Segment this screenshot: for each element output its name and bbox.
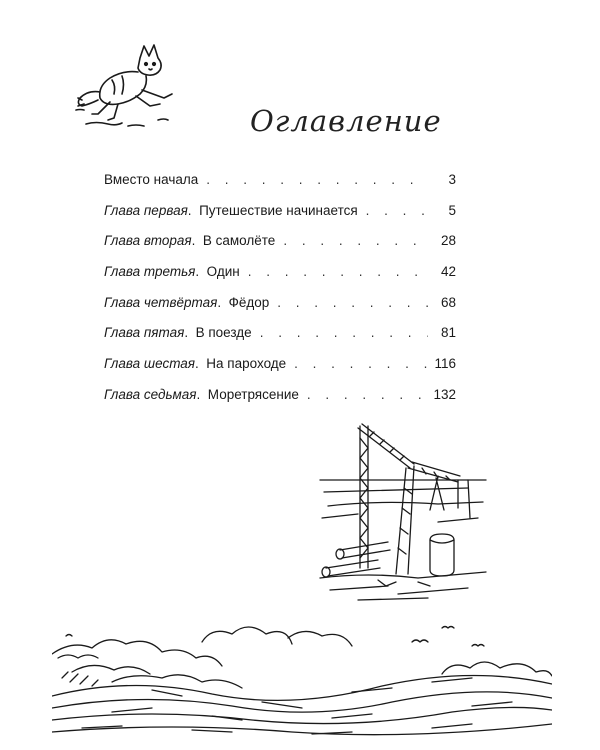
toc-separator: . <box>217 294 229 310</box>
toc-leader-dots <box>206 172 428 187</box>
toc-chapter-number: Глава пятая <box>104 325 185 341</box>
toc-separator: . <box>195 264 207 280</box>
toc-chapter-number: Глава шестая <box>104 356 196 372</box>
toc-entry-label <box>104 264 240 279</box>
toc-leader-dots <box>294 356 428 371</box>
toc-entry-label <box>104 356 286 371</box>
toc-chapter-title: На пароходе <box>206 356 287 372</box>
toc-chapter-number: Глава седьмая <box>104 386 197 402</box>
toc-entry-label <box>104 203 358 218</box>
toc-leader-dots <box>283 233 428 248</box>
toc-entry-label <box>104 172 198 187</box>
toc-separator: . <box>184 325 196 341</box>
toc-page-number: 132 <box>433 386 456 402</box>
toc-page-number: 5 <box>448 202 456 218</box>
toc-entry[interactable] <box>104 356 456 387</box>
toc-chapter-title: Путешествие начинается <box>199 202 358 218</box>
toc-chapter-title: В самолёте <box>202 233 276 249</box>
toc-page-number: 116 <box>434 356 456 372</box>
toc-entry-label <box>104 387 299 402</box>
toc-entry-label <box>104 295 269 310</box>
toc-entry[interactable] <box>104 203 456 234</box>
toc-chapter-title: Фёдор <box>228 294 270 310</box>
toc-page-number: 3 <box>448 172 456 187</box>
toc-chapter-number: Глава первая <box>104 202 188 218</box>
toc-entry[interactable] <box>104 325 456 356</box>
toc-separator: . <box>196 386 208 402</box>
toc-page-number: 42 <box>440 264 456 280</box>
toc-leader-dots <box>260 325 428 340</box>
table-of-contents <box>104 172 456 418</box>
toc-separator: . <box>191 233 203 249</box>
toc-separator: . <box>195 356 207 372</box>
toc-entry-label <box>104 233 275 248</box>
toc-entry[interactable] <box>104 295 456 326</box>
page-title: Оглавление <box>250 104 442 138</box>
toc-page-number: 28 <box>440 233 456 249</box>
toc-page-number: 81 <box>440 325 456 341</box>
toc-entry-label <box>104 325 252 340</box>
toc-leader-dots <box>307 387 428 402</box>
crane-construction-illustration-icon <box>318 418 488 608</box>
toc-entry[interactable] <box>104 233 456 264</box>
landscape-illustration-icon <box>52 612 552 742</box>
toc-chapter-title: Вместо начала <box>104 172 199 187</box>
toc-entry[interactable] <box>104 387 456 418</box>
toc-entry[interactable] <box>104 172 456 203</box>
fox-illustration-icon <box>68 40 188 135</box>
toc-leader-dots <box>366 203 428 218</box>
toc-chapter-number: Глава третья <box>104 264 196 280</box>
toc-separator: . <box>187 202 200 218</box>
toc-leader-dots <box>277 295 428 310</box>
toc-page-number: 68 <box>440 294 456 310</box>
toc-chapter-number: Глава четвёртая <box>104 294 218 310</box>
toc-chapter-title: Моретрясение <box>207 386 299 402</box>
toc-entry[interactable] <box>104 264 456 295</box>
toc-chapter-title: Один <box>206 264 240 280</box>
toc-leader-dots <box>248 264 428 279</box>
toc-chapter-number: Глава вторая <box>104 233 192 249</box>
toc-chapter-title: В поезде <box>195 325 252 341</box>
